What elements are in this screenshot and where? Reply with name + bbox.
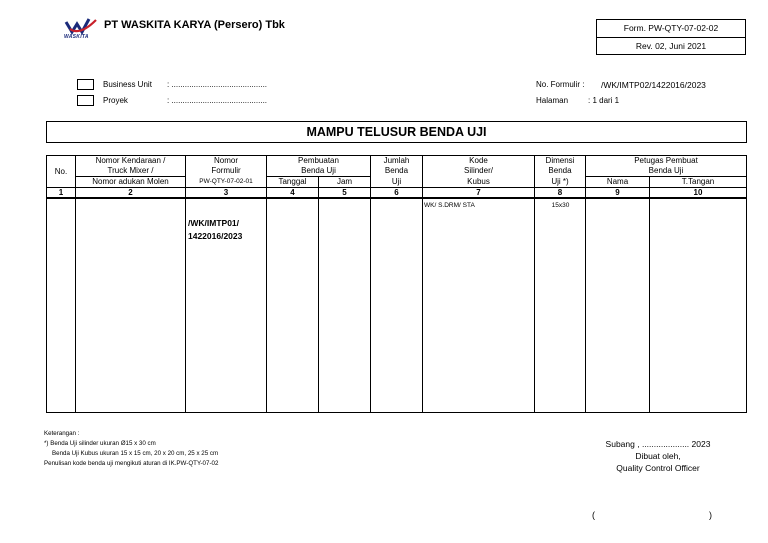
form-info-box bbox=[596, 19, 746, 55]
header-dimensi-1: Dimensi bbox=[535, 156, 586, 167]
cell-tanggal[interactable] bbox=[267, 198, 319, 413]
business-unit-value[interactable]: : ........................................... bbox=[167, 80, 268, 89]
header-jumlah-1: Jumlah bbox=[371, 156, 423, 167]
signature-open-paren: ( bbox=[592, 510, 595, 520]
no-formulir-label: No. Formulir : bbox=[536, 80, 585, 89]
column-number: 3 bbox=[186, 188, 267, 199]
header-pembuatan-2: Benda Uji bbox=[267, 166, 371, 177]
header-jumlah-3: Uji bbox=[371, 177, 423, 188]
header-pembuatan-1: Pembuatan bbox=[267, 156, 371, 167]
header-formulir-3: PW-QTY-07-02-01 bbox=[186, 177, 267, 188]
header-nama: Nama bbox=[586, 177, 650, 188]
header-formulir-1: Nomor bbox=[186, 156, 267, 167]
header-kendaraan-2: Truck Mixer / bbox=[76, 166, 186, 177]
cell-dimensi[interactable] bbox=[535, 198, 586, 413]
header-kendaraan-1: Nomor Kendaraan / bbox=[76, 156, 186, 167]
header-ttangan: T.Tangan bbox=[650, 177, 747, 188]
column-number: 9 bbox=[586, 188, 650, 199]
header-jumlah-2: Benda bbox=[371, 166, 423, 177]
cell-ttangan[interactable] bbox=[650, 198, 747, 413]
document-title: MAMPU TELUSUR BENDA UJI bbox=[46, 121, 747, 143]
nomor-formulir-line-2: 1422016/2023 bbox=[188, 231, 243, 241]
made-by: Dibuat oleh, bbox=[635, 451, 681, 461]
logo-text: WASKITA bbox=[64, 34, 89, 40]
header-formulir-2: Formulir bbox=[186, 166, 267, 177]
header-tanggal: Tanggal bbox=[267, 177, 319, 188]
header-kode-2: Silinder/ bbox=[423, 166, 535, 177]
kode-value: WK/ S.DRM/ STA bbox=[424, 202, 475, 209]
column-number: 10 bbox=[650, 188, 747, 199]
cell-nomor-formulir[interactable] bbox=[186, 198, 267, 413]
form-code: Form. PW-QTY-07-02-02 bbox=[597, 20, 745, 38]
header-kode-3: Kubus bbox=[423, 177, 535, 188]
column-number: 8 bbox=[535, 188, 586, 199]
header-petugas-1: Petugas Pembuat bbox=[586, 156, 747, 167]
company-name: PT WASKITA KARYA (Persero) Tbk bbox=[104, 19, 285, 31]
header-dimensi-2: Benda bbox=[535, 166, 586, 177]
header-kendaraan-3: Nomor adukan Molen bbox=[76, 177, 186, 188]
notes-line-2: Benda Uji Kubus ukuran 15 x 15 cm, 20 x 20 cm, 25 x 25 cm bbox=[52, 450, 219, 457]
form-revision: Rev. 02, Juni 2021 bbox=[635, 41, 707, 51]
traceability-table bbox=[46, 155, 747, 413]
notes-line-1: *) Benda Uji silinder ukuran Ø15 x 30 cm bbox=[44, 440, 156, 447]
header-jam: Jam bbox=[319, 177, 371, 188]
cell-jumlah[interactable] bbox=[371, 198, 423, 413]
column-number: 5 bbox=[319, 188, 371, 199]
notes bbox=[44, 429, 218, 469]
column-number: 1 bbox=[47, 188, 76, 199]
proyek-checkbox[interactable] bbox=[77, 95, 94, 106]
table-row bbox=[47, 198, 747, 413]
header-kode-1: Kode bbox=[423, 156, 535, 167]
header-dimensi-3: Uji *) bbox=[535, 177, 586, 188]
cell-no[interactable] bbox=[47, 198, 76, 413]
cell-jam[interactable] bbox=[319, 198, 371, 413]
dimensi-value: 15x30 bbox=[551, 202, 570, 209]
business-unit-checkbox[interactable] bbox=[77, 79, 94, 90]
signer-role: Quality Control Officer bbox=[616, 463, 700, 473]
proyek-value[interactable]: : ........................................... bbox=[167, 96, 268, 105]
notes-title: Keterangan : bbox=[44, 430, 80, 437]
business-unit-label: Business Unit bbox=[103, 80, 152, 89]
header-no: No. bbox=[47, 156, 76, 188]
column-number: 2 bbox=[76, 188, 186, 199]
halaman-label: Halaman bbox=[536, 96, 569, 105]
cell-nama[interactable] bbox=[586, 198, 650, 413]
header-petugas-2: Benda Uji bbox=[586, 166, 747, 177]
notes-line-3: Penulisan kode benda uji mengikuti aturan di IK.PW-QTY-07-02 bbox=[44, 460, 219, 467]
column-number: 4 bbox=[267, 188, 319, 199]
halaman-value: : 1 dari 1 bbox=[588, 96, 620, 105]
proyek-label: Proyek bbox=[103, 96, 128, 105]
column-number: 6 bbox=[371, 188, 423, 199]
place-date: Subang , .................... 2023 bbox=[605, 439, 711, 449]
column-number: 7 bbox=[423, 188, 535, 199]
signature-block bbox=[588, 438, 728, 474]
no-formulir-value: /WK/IMTP02/1422016/2023 bbox=[601, 80, 706, 90]
cell-kendaraan[interactable] bbox=[76, 198, 186, 413]
cell-kode[interactable] bbox=[423, 198, 535, 413]
nomor-formulir-line-1: /WK/IMTP01/ bbox=[188, 218, 240, 228]
signature-close-paren: ) bbox=[709, 510, 712, 520]
